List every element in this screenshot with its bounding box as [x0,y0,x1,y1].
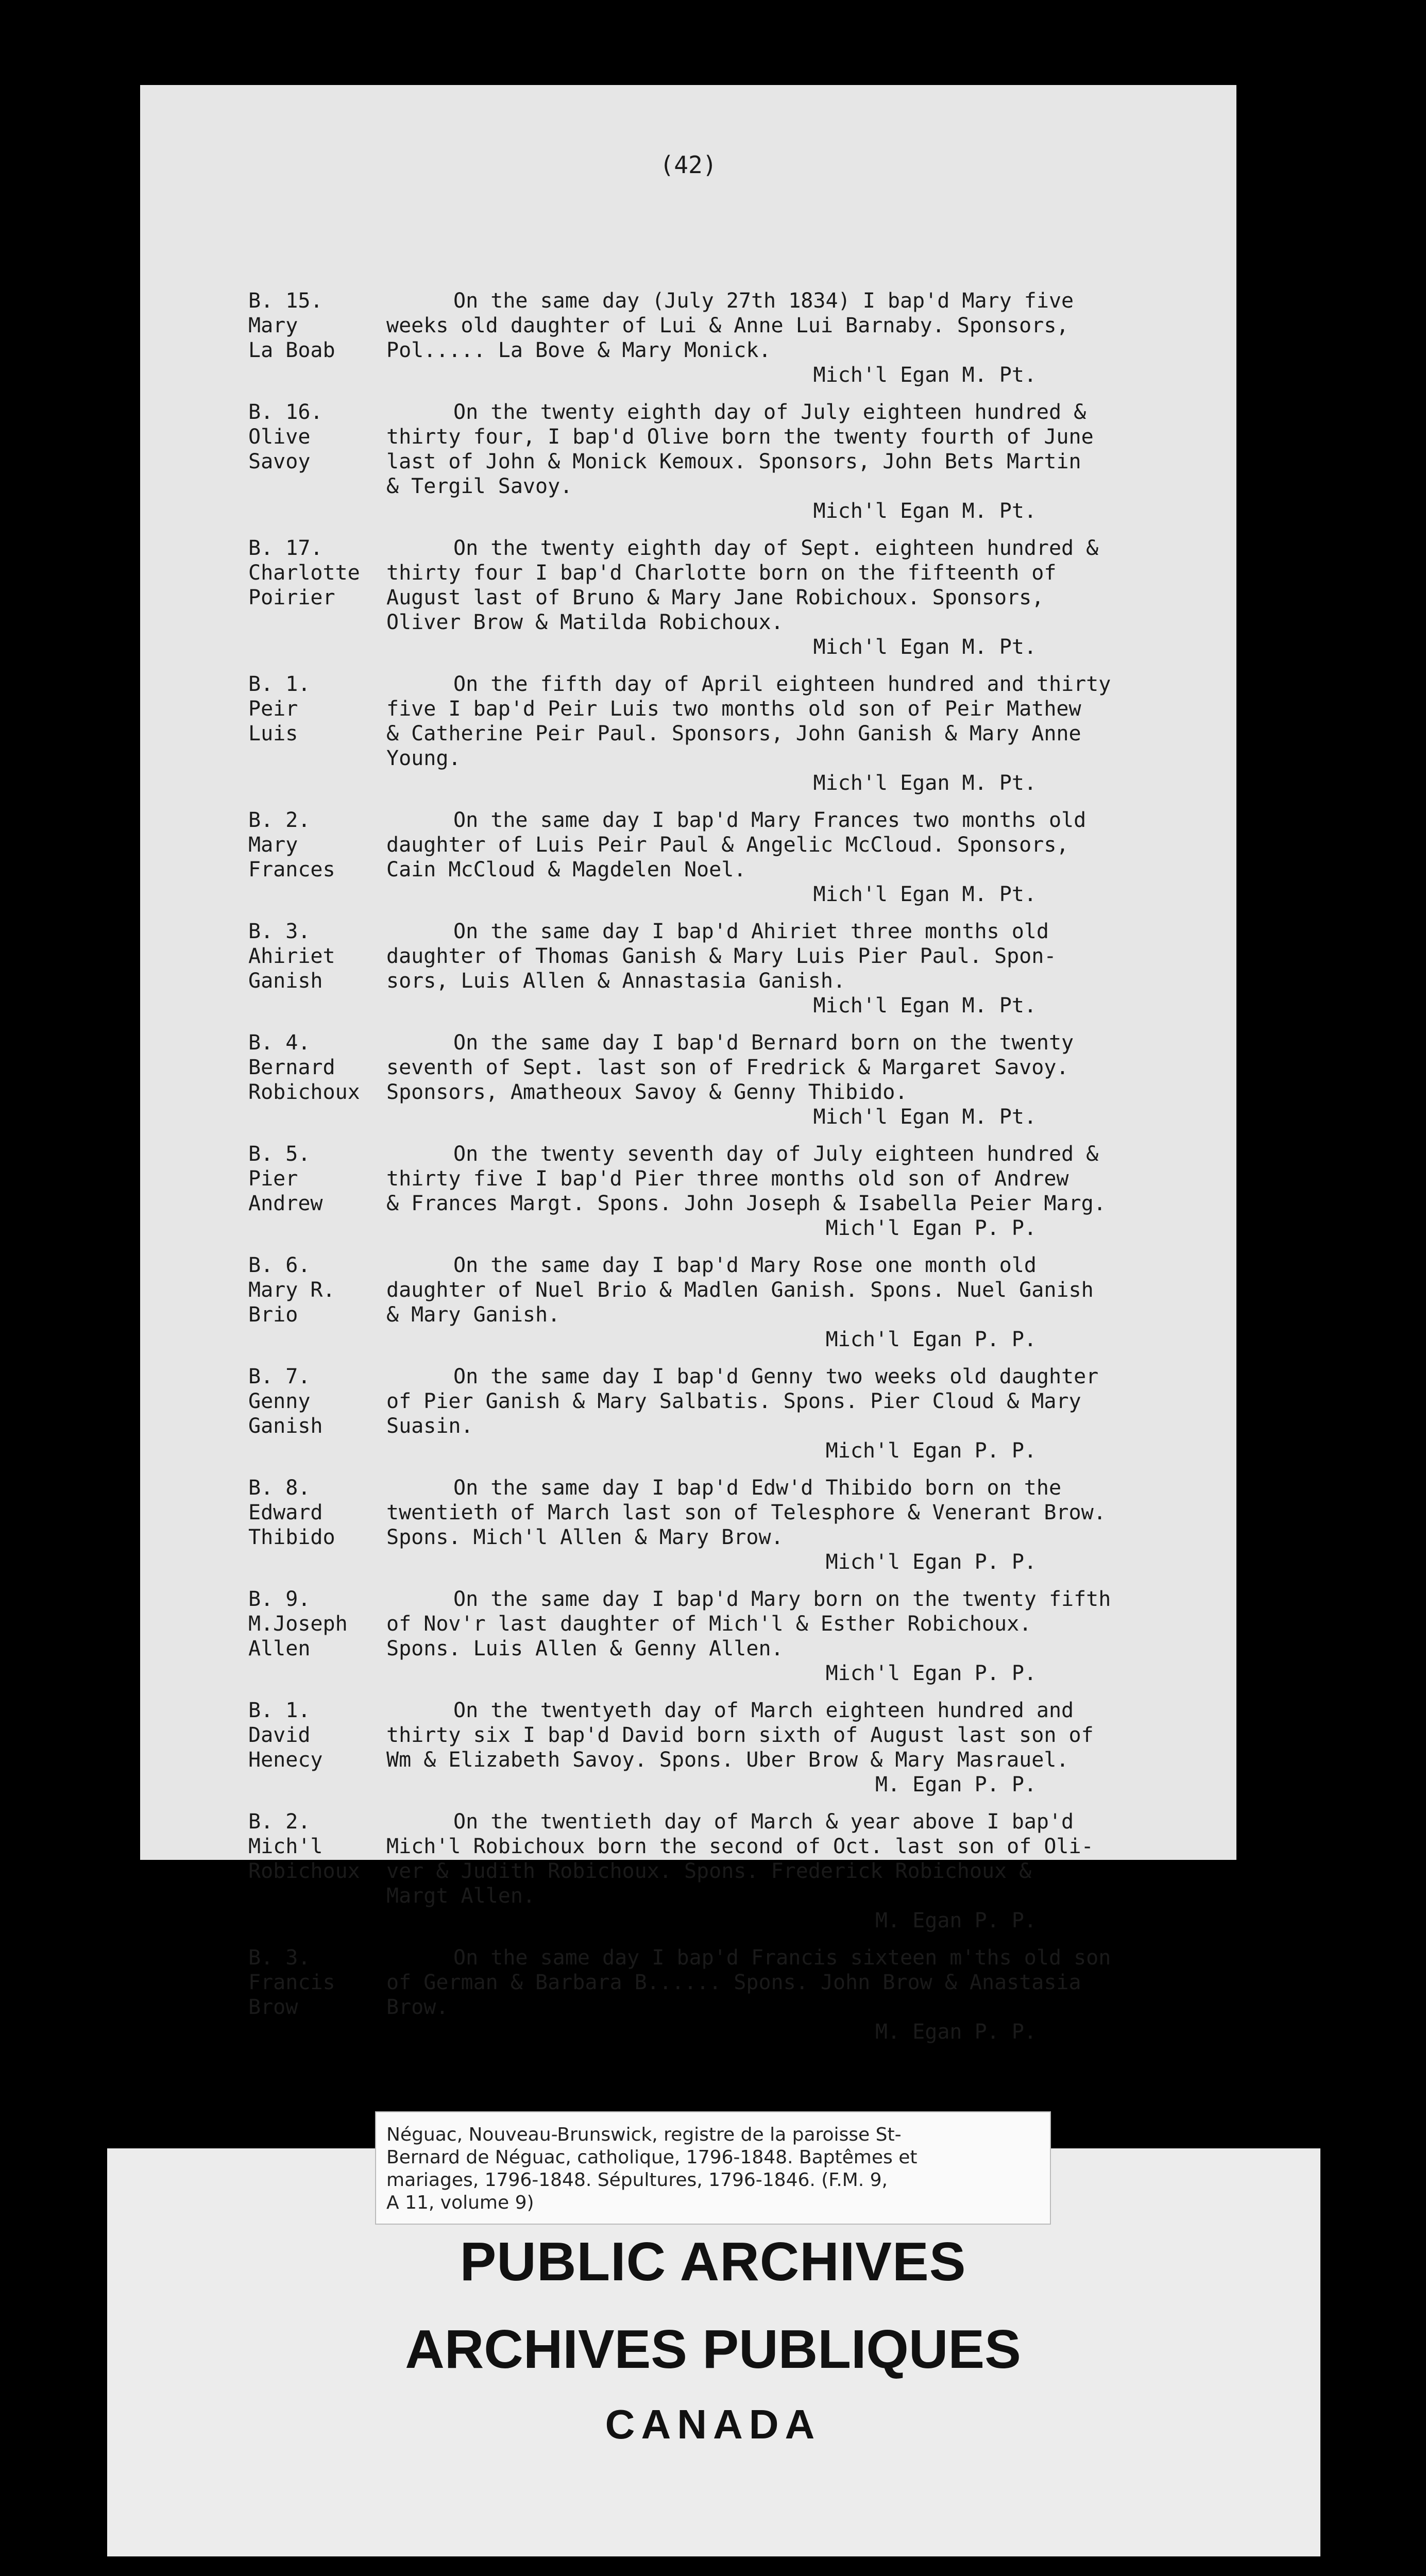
entry-margin-note [248,1587,387,1661]
entry-text [386,400,1155,499]
entry-first-line: On the same day I bap'd Mary born on the twenty fifth [453,1587,1111,1611]
entry-line: of German & Barbara B...... Spons. John Brow & Anastasia [386,1971,1081,1994]
margin-line: B. 9. [248,1587,311,1611]
margin-line: Mary [248,833,298,857]
margin-line: Brio [248,1303,298,1327]
margin-line: Andrew [248,1192,323,1215]
baptism-entry [248,1142,1155,1241]
priest-signature: Mich'l Egan M. Pt. [813,499,1037,523]
baptism-entry [248,672,1155,795]
entry-line: daughter of Thomas Ganish & Mary Luis Pier Paul. Spon- [386,944,1057,968]
archive-stamp-english: PUBLIC ARCHIVES [460,2231,966,2292]
entry-text [386,1030,1155,1105]
baptism-entry [248,1364,1155,1463]
baptism-entry [248,1253,1155,1352]
entry-first-line: On the same day I bap'd Edw'd Thibido born on the [453,1476,1062,1500]
entry-text [386,1698,1155,1772]
entry-line: of Nov'r last daughter of Mich'l & Esther Robichoux. [386,1612,1032,1636]
entry-line: thirty five I bap'd Pier three months old son of Andrew [386,1167,1069,1191]
entry-line: Mich'l Robichoux born the second of Oct. last son of Oli- [386,1835,1094,1858]
margin-line: La Boab [248,338,335,362]
baptism-entry [248,1809,1155,1933]
register-page [140,85,1236,2044]
entry-first-line: On the same day I bap'd Ahiriet three months old [453,920,1049,943]
archive-label-line: Bernard de Néguac, catholique, 1796-1848. Baptêmes et [386,2147,918,2168]
margin-line: Thibido [248,1526,335,1549]
margin-line: Ganish [248,969,323,993]
priest-signature: Mich'l Egan P. P. [825,1439,1037,1463]
margin-line: Frances [248,858,335,882]
margin-line: B. 3. [248,1946,311,1970]
entry-line: Young. [386,747,461,770]
archive-stamp-french: ARCHIVES PUBLIQUES [405,2319,1021,2380]
baptism-entry [248,289,1155,387]
entry-margin-note [248,400,387,474]
margin-line: Edward [248,1501,323,1524]
margin-line: B. 7. [248,1365,311,1388]
page-number: (42) [659,151,717,179]
entry-line: last of John & Monick Kemoux. Sponsors, John Bets Martin [386,450,1081,473]
margin-line: Brow [248,1995,298,2019]
entry-line: Spons. Mich'l Allen & Mary Brow. [386,1526,784,1549]
entry-line: Cain McCloud & Magdelen Noel. [386,858,746,882]
priest-signature: M. Egan P. P. [875,1909,1037,1933]
entry-first-line: On the same day I bap'd Genny two weeks old daughter [453,1365,1099,1388]
entry-line: thirty six I bap'd David born sixth of August last son of [386,1723,1094,1747]
entry-line: of Pier Ganish & Mary Salbatis. Spons. Pier Cloud & Mary [386,1389,1081,1413]
entry-first-line: On the same day I bap'd Bernard born on the twenty [453,1031,1074,1055]
margin-line: Poirier [248,586,335,609]
entry-line: & Tergil Savoy. [386,474,573,498]
entry-text [386,1945,1155,2020]
entry-first-line: On the same day I bap'd Mary Frances two months old [453,808,1087,832]
margin-line: B. 5. [248,1142,311,1166]
entry-line: August last of Bruno & Mary Jane Robichoux. Sponsors, [386,586,1044,609]
entry-line: weeks old daughter of Lui & Anne Lui Barnaby. Sponsors, [386,314,1069,337]
baptism-entry [248,808,1155,907]
baptism-entry [248,1945,1155,2044]
baptism-entry [248,536,1155,659]
margin-line: Mary [248,314,298,337]
entry-line: sors, Luis Allen & Annastasia Ganish. [386,969,846,993]
entry-margin-note [248,1945,387,2020]
archive-label-line: A 11, volume 9) [386,2192,534,2213]
priest-signature: Mich'l Egan P. P. [825,1216,1037,1240]
margin-line: B. 1. [248,1699,311,1722]
entry-line: Spons. Luis Allen & Genny Allen. [386,1637,784,1660]
entry-line: Sponsors, Amatheoux Savoy & Genny Thibido. [386,1080,908,1104]
margin-line: B. 15. [248,289,323,313]
entry-text [386,1809,1155,1908]
entry-margin-note [248,672,387,746]
entry-first-line: On the fifth day of April eighteen hundred and thirty [453,672,1111,696]
entry-margin-note [248,289,387,363]
baptism-entry [248,1698,1155,1797]
margin-line: B. 16. [248,400,323,424]
entry-text [386,1587,1155,1661]
entry-margin-note [248,1476,387,1550]
entry-margin-note [248,1698,387,1772]
entry-text [386,536,1155,635]
margin-line: Savoy [248,450,311,473]
priest-signature: Mich'l Egan M. Pt. [813,771,1037,795]
margin-line: Luis [248,722,298,745]
entry-line: thirty four I bap'd Charlotte born on the fifteenth of [386,561,1057,585]
archive-catalog-label [375,2111,1051,2225]
priest-signature: Mich'l Egan P. P. [825,1328,1037,1351]
baptism-entry [248,400,1155,523]
margin-line: Mary R. [248,1278,335,1302]
margin-line: B. 3. [248,920,311,943]
margin-line: B. 4. [248,1031,311,1055]
entry-first-line: On the twenty eighth day of July eighteen hundred & [453,400,1087,424]
baptism-entry [248,1030,1155,1129]
priest-signature: Mich'l Egan M. Pt. [813,1105,1037,1129]
margin-line: Henecy [248,1748,323,1772]
entry-text [386,289,1155,363]
entry-line: Margt Allen. [386,1884,535,1908]
baptism-entry [248,1587,1155,1686]
entry-margin-note [248,1364,387,1438]
entry-line: Suasin. [386,1414,473,1438]
baptism-entries [248,289,1155,2057]
priest-signature: Mich'l Egan P. P. [825,1662,1037,1685]
priest-signature: M. Egan P. P. [875,1773,1037,1797]
margin-line: Pier [248,1167,298,1191]
entry-line: & Catherine Peir Paul. Sponsors, John Ganish & Mary Anne [386,722,1081,745]
entry-text [386,808,1155,882]
margin-line: David [248,1723,311,1747]
margin-line: Bernard [248,1056,335,1079]
margin-line: B. 6. [248,1253,311,1277]
priest-signature: Mich'l Egan P. P. [825,1550,1037,1574]
baptism-entry [248,919,1155,1018]
entry-text [386,919,1155,993]
entry-margin-note [248,808,387,882]
margin-line: Ahiriet [248,944,335,968]
margin-line: Mich'l [248,1835,323,1858]
entry-text [386,1142,1155,1216]
entry-line: ver & Judith Robichoux. Spons. Frederick Robichoux & [386,1859,1032,1883]
entry-line: Brow. [386,1995,449,2019]
margin-line: M.Joseph [248,1612,348,1636]
entry-first-line: On the same day I bap'd Francis sixteen m'ths old son [453,1946,1111,1970]
entry-margin-note [248,1253,387,1327]
entry-first-line: On the same day (July 27th 1834) I bap'd Mary five [453,289,1074,313]
margin-line: Charlotte [248,561,360,585]
margin-line: Olive [248,425,311,449]
priest-signature: Mich'l Egan M. Pt. [813,363,1037,387]
margin-line: B. 2. [248,1810,311,1834]
entry-line: Oliver Brow & Matilda Robichoux. [386,611,784,634]
entry-text [386,672,1155,771]
margin-line: B. 1. [248,672,311,696]
entry-text [386,1476,1155,1550]
entry-first-line: On the twentieth day of March & year above I bap'd [453,1810,1074,1834]
entry-first-line: On the twentyeth day of March eighteen hundred and [453,1699,1074,1722]
entry-first-line: On the same day I bap'd Mary Rose one month old [453,1253,1037,1277]
entry-line: daughter of Luis Peir Paul & Angelic McCloud. Sponsors, [386,833,1069,857]
margin-line: B. 17. [248,536,323,560]
priest-signature: M. Egan P. P. [875,2020,1037,2044]
entry-line: & Mary Ganish. [386,1303,561,1327]
margin-line: Francis [248,1971,335,1994]
entry-line: twentieth of March last son of Telesphore & Venerant Brow. [386,1501,1106,1524]
priest-signature: Mich'l Egan M. Pt. [813,635,1037,659]
entry-first-line: On the twenty seventh day of July eighteen hundred & [453,1142,1099,1166]
archive-label-line: Néguac, Nouveau-Brunswick, registre de la paroisse St- [386,2124,902,2145]
entry-line: seventh of Sept. last son of Fredrick & Margaret Savoy. [386,1056,1069,1079]
margin-line: Peir [248,697,298,721]
entry-margin-note [248,1142,387,1216]
baptism-entry [248,1476,1155,1574]
entry-line: thirty four, I bap'd Olive born the twenty fourth of June [386,425,1094,449]
margin-line: B. 8. [248,1476,311,1500]
entry-first-line: On the twenty eighth day of Sept. eighteen hundred & [453,536,1099,560]
margin-line: Robichoux [248,1859,360,1883]
entry-line: & Frances Margt. Spons. John Joseph & Isabella Peier Marg. [386,1192,1106,1215]
entry-margin-note [248,536,387,610]
entry-text [386,1253,1155,1327]
entry-margin-note [248,919,387,993]
margin-line: Robichoux [248,1080,360,1104]
archive-stamp-country: CANADA [605,2401,821,2447]
priest-signature: Mich'l Egan M. Pt. [813,994,1037,1018]
archive-label-line: mariages, 1796-1848. Sépultures, 1796-1846. (F.M. 9, [386,2170,888,2191]
entry-line: Wm & Elizabeth Savoy. Spons. Uber Brow & Mary Masrauel. [386,1748,1069,1772]
margin-line: Genny [248,1389,311,1413]
entry-line: five I bap'd Peir Luis two months old son of Peir Mathew [386,697,1081,721]
entry-line: daughter of Nuel Brio & Madlen Ganish. Spons. Nuel Ganish [386,1278,1094,1302]
entry-margin-note [248,1809,387,1884]
entry-margin-note [248,1030,387,1105]
margin-line: Allen [248,1637,311,1660]
entry-text [386,1364,1155,1438]
priest-signature: Mich'l Egan M. Pt. [813,883,1037,906]
entry-line: Pol..... La Bove & Mary Monick. [386,338,771,362]
margin-line: B. 2. [248,808,311,832]
margin-line: Ganish [248,1414,323,1438]
